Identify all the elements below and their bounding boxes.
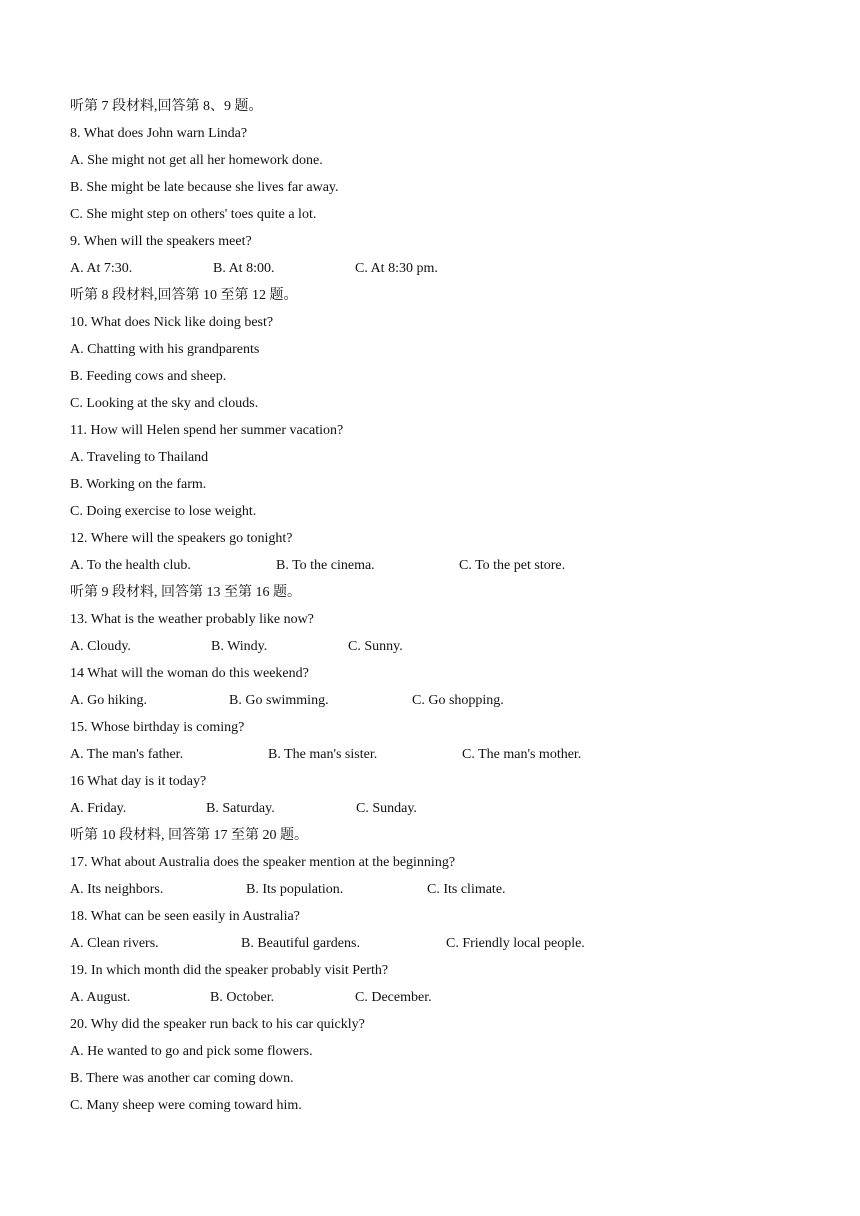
answer-option: A. The man's father. <box>70 747 184 762</box>
question-stem: 14 What will the woman do this weekend? <box>70 666 309 681</box>
answer-option: C. December. <box>355 990 432 1005</box>
question-stem: 17. What about Australia does the speaker mention at the beginning? <box>70 855 456 870</box>
answer-option: C. The man's mother. <box>462 747 582 762</box>
answer-option: B. She might be late because she lives far away. <box>70 180 339 195</box>
question-stem: 18. What can be seen easily in Australia? <box>70 909 300 924</box>
answer-option: A. To the health club. <box>70 558 191 573</box>
answer-option: C. Friendly local people. <box>446 936 585 951</box>
answer-option: A. Cloudy. <box>70 639 131 654</box>
answer-option: A. Go hiking. <box>70 693 147 708</box>
answer-option: B. Working on the farm. <box>70 477 207 492</box>
section-heading: 听第 10 段材料, 回答第 17 至第 20 题。 <box>70 828 308 843</box>
question-stem: 16 What day is it today? <box>70 774 207 789</box>
answer-option: C. Many sheep were coming toward him. <box>70 1098 302 1113</box>
answer-option: C. At 8:30 pm. <box>355 261 438 276</box>
answer-option: A. August. <box>70 990 131 1005</box>
answer-option: B. Go swimming. <box>229 693 329 708</box>
section-heading: 听第 8 段材料,回答第 10 至第 12 题。 <box>70 288 298 303</box>
answer-option: C. To the pet store. <box>459 558 566 573</box>
answer-option: B. October. <box>210 990 275 1005</box>
answer-option: A. He wanted to go and pick some flowers. <box>70 1044 313 1059</box>
answer-option: B. Saturday. <box>206 801 275 816</box>
question-stem: 12. Where will the speakers go tonight? <box>70 531 293 546</box>
answer-option: A. Friday. <box>70 801 127 816</box>
question-stem: 19. In which month did the speaker probably visit Perth? <box>70 963 389 978</box>
answer-option: C. Looking at the sky and clouds. <box>70 396 259 411</box>
question-stem: 9. When will the speakers meet? <box>70 234 252 249</box>
answer-option: B. At 8:00. <box>213 261 275 276</box>
answer-option: A. At 7:30. <box>70 261 133 276</box>
section-heading: 听第 9 段材料, 回答第 13 至第 16 题。 <box>70 585 301 600</box>
answer-option: B. Windy. <box>211 639 268 654</box>
question-stem: 15. Whose birthday is coming? <box>70 720 245 735</box>
question-stem: 10. What does Nick like doing best? <box>70 315 274 330</box>
answer-option: C. Sunday. <box>356 801 417 816</box>
section-heading: 听第 7 段材料,回答第 8、9 题。 <box>70 99 263 114</box>
answer-option: A. Clean rivers. <box>70 936 159 951</box>
answer-option: B. Beautiful gardens. <box>241 936 360 951</box>
answer-option: C. Go shopping. <box>412 693 504 708</box>
answer-option: C. Its climate. <box>427 882 506 897</box>
answer-option: B. Feeding cows and sheep. <box>70 369 227 384</box>
answer-option: C. Doing exercise to lose weight. <box>70 504 257 519</box>
answer-option: A. Its neighbors. <box>70 882 164 897</box>
answer-option: A. Chatting with his grandparents <box>70 342 260 357</box>
answer-option: B. To the cinema. <box>276 558 375 573</box>
question-stem: 11. How will Helen spend her summer vacation? <box>70 423 344 438</box>
answer-option: B. The man's sister. <box>268 747 378 762</box>
answer-option: B. Its population. <box>246 882 344 897</box>
answer-option: A. Traveling to Thailand <box>70 450 209 465</box>
question-stem: 20. Why did the speaker run back to his car quickly? <box>70 1017 365 1032</box>
question-stem: 8. What does John warn Linda? <box>70 126 248 141</box>
answer-option: A. She might not get all her homework done. <box>70 153 323 168</box>
answer-option: C. She might step on others' toes quite a lot. <box>70 207 317 222</box>
answer-option: C. Sunny. <box>348 639 403 654</box>
answer-option: B. There was another car coming down. <box>70 1071 294 1086</box>
question-stem: 13. What is the weather probably like now? <box>70 612 314 627</box>
